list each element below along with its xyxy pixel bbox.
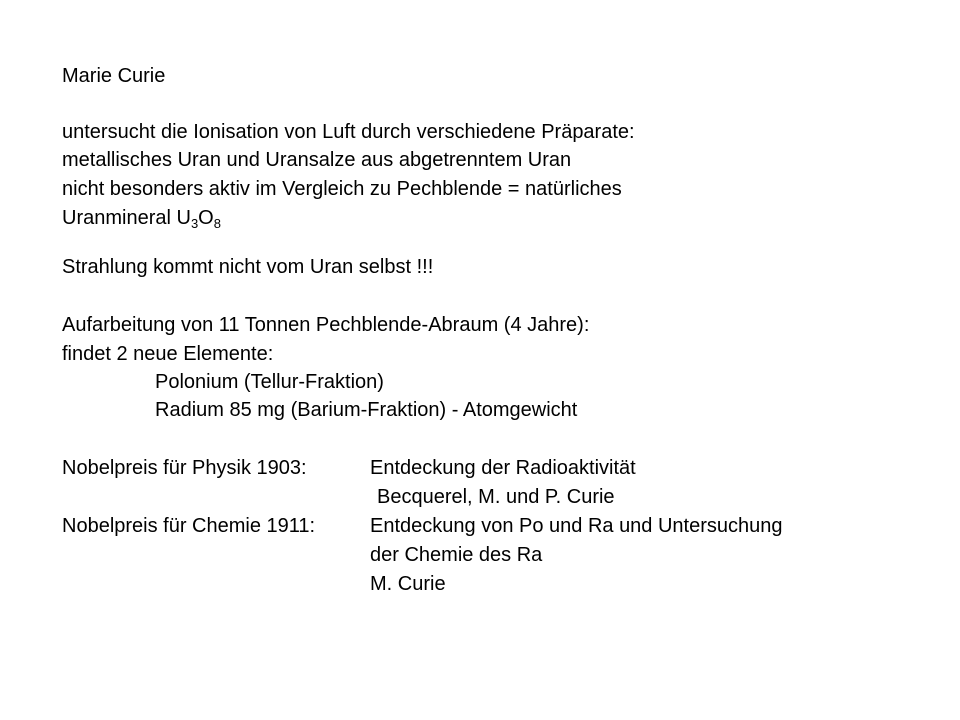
intro-line-4-text: Uranmineral U — [62, 207, 191, 229]
intro-line-4-oxygen: O — [198, 207, 214, 229]
element-radium: Radium 85 mg (Barium-Fraktion) - Atomgewicht — [155, 399, 578, 421]
intro-line-2: metallisches Uran und Uransalze aus abgetrenntem Uran — [62, 149, 572, 171]
nobel-physics-text: Entdeckung der Radioaktivität — [370, 457, 636, 479]
nobel-physics-laureates: Becquerel, M. und P. Curie — [377, 486, 615, 508]
intro-line-4 — [62, 206, 221, 230]
element-polonium: Polonium (Tellur-Fraktion) — [155, 371, 384, 393]
nobel-chemistry-label: Nobelpreis für Chemie 1911: — [62, 515, 316, 537]
nobel-chemistry-text: Entdeckung von Po und Ra und Untersuchung — [370, 515, 783, 537]
subscript-8: 8 — [213, 216, 221, 231]
intro-line-1: untersucht die Ionisation von Luft durch verschiedene Präparate: — [62, 121, 635, 143]
subscript-3: 3 — [190, 216, 199, 231]
processing-line-2: findet 2 neue Elemente: — [62, 343, 274, 365]
nobel-chemistry-laureate: M. Curie — [370, 573, 446, 595]
nobel-physics-label: Nobelpreis für Physik 1903: — [62, 457, 307, 479]
slide-title: Marie Curie — [62, 65, 166, 87]
processing-line-1: Aufarbeitung von 11 Tonnen Pechblende-Abraum (4 Jahre): — [62, 314, 590, 336]
nobel-chemistry-text-2: der Chemie des Ra — [370, 544, 543, 566]
intro-line-3: nicht besonders aktiv im Vergleich zu Pechblende = natürliches — [62, 178, 622, 200]
statement: Strahlung kommt nicht vom Uran selbst !!! — [62, 256, 434, 278]
